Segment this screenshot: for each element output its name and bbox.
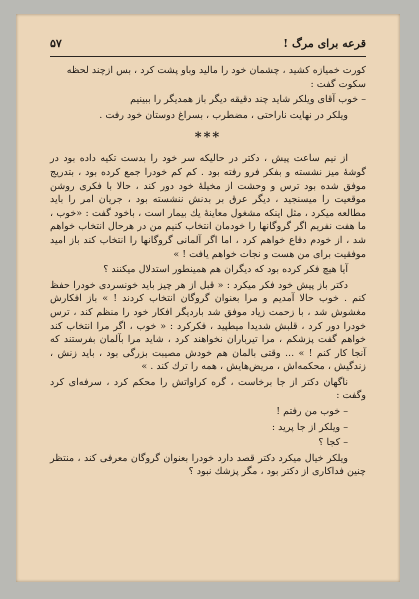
paragraph: آیا هیچ فکر کرده بود که دیگران هم همینطور استدلال میکنند ؟ <box>103 264 348 276</box>
paragraph: دکتر باز پیش خود فکر میکرد : « قبل از هر چیز باید خونسردی خودرا حفظ کنم . خوب حالا آمدیم و مرا بعنوان گروگان انتخاب کردند ! » باز افکارش مغشوش شد ، با زحمت زیاد موفق شد باردیگر افکار خود را منظم کند ، ترس خودرا دور کرد ، قلبش شدیدا میطپید ، فکرکرد : « خوب ، اگر مرا انتخاب کند خواهم گفت پزشکم ، مرا تیرباران نخواهند کرد ، شاید مرا بآلمان بفرستند که آنجا کار کنم ! » ... وقتی بالمان هم خودش مصیبت بزرگی بود ، باید زنش ، زندگیش ، محکمه‌اش ، مریض‌هایش ، همه را ترك کند . » <box>50 279 366 373</box>
section-separator: *** <box>194 130 222 146</box>
running-title: قرعه برای مرگ ! <box>283 37 366 50</box>
dialogue-line: – ویلکر از جا پرید : <box>271 421 348 433</box>
paragraph: از نیم ساعت پیش ، دکتر در حالیکه سر خود را بدست تکیه داده بود در گوشهٔ میز نشسته و بفکر فرو رفته بود . کم کم خودرا جمع کرده بود ، بتدریج موفق شده بود ترس و وحشت از مخیلهٔ خود دور کند ، حالا با فکری روشن موقعیت را میسنجید ، دیگر عرق بر بدنش ننشسته بود ، جریان امر را باید مطالعه میکرد ، مثل اینکه مشغول معاینهٔ یك بیمار است ، باخود گفت : «خوب ، ما هفت نفریم اگر گروگانها را خودمان انتخاب کنیم من در هرحال انتخاب خواهم شد ، از خودم دفاع خواهم کرد ، اما اگر آلمانی گروگانها را انتخاب کند باز امید موفقیت برای من هست و نجات خواهم یافت ! » <box>50 153 366 260</box>
book-page <box>16 14 400 582</box>
paragraph: ناگهان دکتر از جا برخاست ، گره کراواتش را محکم کرد ، سرفه‌ای کرد وگفت : <box>50 376 366 402</box>
header-rule <box>50 56 366 57</box>
dialogue-line: – کجا ؟ <box>318 437 348 449</box>
paragraph: ویلکر خیال میکرد دکتر قصد دارد خودرا بعنوان گروگان معرفی کند ، منتظر چنین فداکاری از دکتر بود ، مگر پزشك نبود ؟ <box>50 452 366 478</box>
paragraph: کورت خمیازه کشید ، چشمان خود را مالید وباو پشت کرد ، بس ازچند لحظه سکوت گفت : <box>66 65 366 90</box>
paragraph: ویلکر در نهایت ناراحتی ، مضطرب ، بسراغ دوستان خود رفت . <box>99 109 348 121</box>
page-body <box>50 64 366 481</box>
page-number: ۵۷ <box>50 37 62 50</box>
page-header <box>50 36 366 52</box>
dialogue-line: – خوب من رفتم ! <box>276 406 348 418</box>
dialogue-line: – خوب آقای ویلکر شاید چند دقیقه دیگر باز همدیگر را ببینیم <box>130 94 366 106</box>
